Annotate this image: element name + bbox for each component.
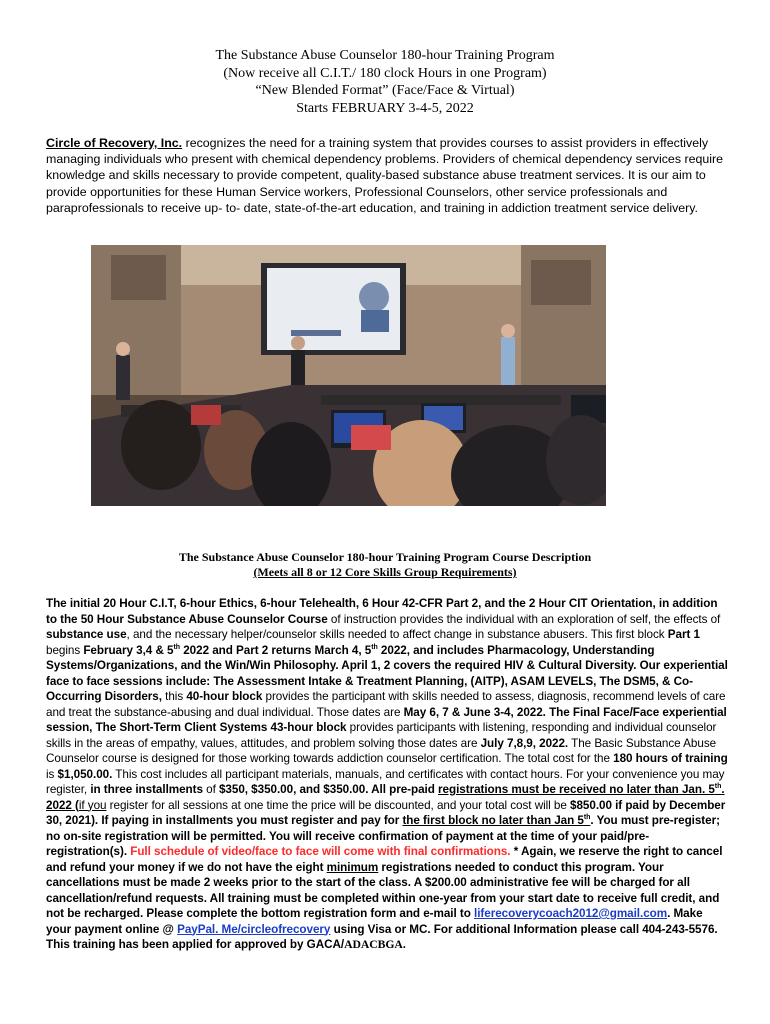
course-description-heading bbox=[0, 550, 770, 580]
text-run: registrations must be received no later than Jan. 5 bbox=[438, 783, 715, 796]
text-run: in three installments bbox=[90, 783, 203, 796]
text-run: February 3,4 & 5 bbox=[83, 643, 174, 657]
text-run: this bbox=[161, 690, 187, 703]
course-description-paragraph bbox=[46, 596, 728, 953]
text-run: , and the necessary helper/counselor skills needed to affect change in substance abusers. This first block bbox=[126, 628, 668, 641]
text-run: ADACBGA. bbox=[344, 938, 406, 951]
text-run: 180 hours of training bbox=[613, 752, 728, 765]
title-line-1: The Substance Abuse Counselor 180-hour Training Program bbox=[215, 48, 555, 63]
intro-text: recognizes the need for a training system that provides courses to assist providers in effectively managing individuals who present with chemical dependency problems. Providers of chemical dependency services require knowledge and skills necessary to provide competent, quality-based substance abuse treatment services. It is our aim to provide opportunities for these Human Service workers, Professional Counselors, other service professionals and paraprofessionals to receive up- to- date, state-of-the-art education, and training in addiction treatment service delivery. bbox=[46, 136, 724, 215]
program-title bbox=[0, 47, 770, 117]
text-run: . 2022 ( bbox=[46, 783, 725, 812]
text-run: of instruction provides the individual with an exploration of self, the effects of bbox=[327, 612, 721, 626]
text-run: registrations needed to conduct this program. Your cancellations must be made 2 weeks prior to the start of the class. A $200.00 administrative fee will be charged for all cancellation/refund requests. All training must be completed within one-year from your start date to receive full credit, and not be recharged. Please complete the bottom registration form and e-mail to bbox=[46, 860, 720, 920]
text-run: if you bbox=[78, 798, 107, 812]
text-run: provides participants with listening, responding and individual counselor skills in the areas of empathy, values, attitudes, and problem solving those dates are bbox=[46, 721, 717, 750]
email-link[interactable]: liferecoverycoach2012@gmail.com bbox=[474, 907, 668, 920]
text-run: July 7,8,9, 2022. bbox=[480, 736, 569, 750]
caption-line-1: The Substance Abuse Counselor 180-hour Training Program Course Description bbox=[178, 550, 592, 564]
intro-paragraph bbox=[46, 135, 724, 216]
text-run: minimum bbox=[326, 860, 379, 874]
text-run: of bbox=[202, 783, 219, 796]
text-run: . You must pre-register; no on-site registration will be permitted. You will receive confirmation of payment at the time of your paid/pre-registration(s). bbox=[46, 814, 720, 858]
text-run: This cost includes all participant materials, manuals, and certificates with contact hours. For your convenience you may register, bbox=[46, 767, 725, 796]
text-run: substance use bbox=[46, 628, 127, 641]
title-line-2: (Now receive all C.I.T./ 180 clock Hours in one Program) bbox=[223, 65, 547, 81]
text-run: 2022, and includes Pharmacology, Understanding Systems/Organizations, and the Win/Win Philosophy. April 1, 2 covers the required HIV & Cultural Diversity. Our experiential face to face sessions include: The Assessment Intake & Treatment Planning, (AITP), ASAM LEVELS, The DSM5, & Co-Occurring Disorders, bbox=[46, 643, 728, 703]
text-run: register for all sessions at one time the price will be discounted, and your total cost will be bbox=[106, 798, 571, 812]
text-run: th bbox=[173, 643, 181, 651]
text-run: is bbox=[46, 767, 58, 781]
text-run: provides the participant with skills needed to assess, diagnosis, recommend levels of care and treat the substance-abusing and dual individual. Those dates are bbox=[46, 690, 726, 719]
text-run: 2022 and Part 2 returns March 4, 5 bbox=[180, 643, 372, 657]
text-run: Part 1 bbox=[667, 628, 700, 641]
text-run: begins bbox=[46, 643, 84, 657]
text-run: the first block no later than Jan 5 bbox=[402, 814, 584, 827]
text-run: The Basic Substance Abuse Counselor course is designed for those working towards addiction counselor certification. The total cost for the bbox=[46, 736, 717, 765]
text-run: $1,050.00. bbox=[57, 767, 113, 781]
classroom-photo-illustration bbox=[91, 245, 606, 506]
text-run: 40-hour block bbox=[186, 690, 263, 703]
text-run: using Visa or MC. For additional Information please call 404-243-5576. This training has been applied for approved by GACA/ bbox=[46, 922, 718, 951]
text-run: $850.00 if paid by December 30, 2021). If paying in installments you must register and pay for bbox=[46, 798, 726, 827]
title-line-4: Starts FEBRUARY 3-4-5, 2022 bbox=[296, 100, 474, 116]
course-intro-bold: The initial 20 Hour C.I.T, 6-hour Ethics, 6-hour Telehealth, 6 Hour 42-CFR Part 2, and the 2 Hour CIT Orientation, in addition to the 50 Hour Substance Abuse Counselor Course bbox=[46, 597, 718, 626]
classroom-training-photo bbox=[91, 245, 606, 506]
text-run: May 6, 7 & June 3-4, 2022. The Final Face/Face experiential session, The Short-Term Client Systems 43-hour block bbox=[46, 705, 727, 734]
text-run: th bbox=[583, 814, 591, 822]
organization-name: Circle of Recovery, Inc. bbox=[46, 136, 183, 150]
text-run: th bbox=[371, 643, 378, 651]
text-run: th bbox=[714, 783, 722, 791]
caption-line-2: (Meets all 8 or 12 Core Skills Group Requirements) bbox=[253, 565, 517, 579]
text-run: $350, $350.00, and $350.00. All pre-paid bbox=[218, 783, 439, 796]
text-run: * Again, we reserve the right to cancel and refund your money if we do not have the eight bbox=[46, 845, 723, 874]
schedule-notice: Full schedule of video/face to face will come with final confirmations. bbox=[127, 845, 511, 858]
paypal-link[interactable]: PayPal. Me/circleofrecovery bbox=[177, 922, 331, 936]
title-line-3: “New Blended Format” (Face/Face & Virtual) bbox=[255, 83, 515, 98]
text-run: . Make your payment online @ bbox=[46, 907, 703, 936]
